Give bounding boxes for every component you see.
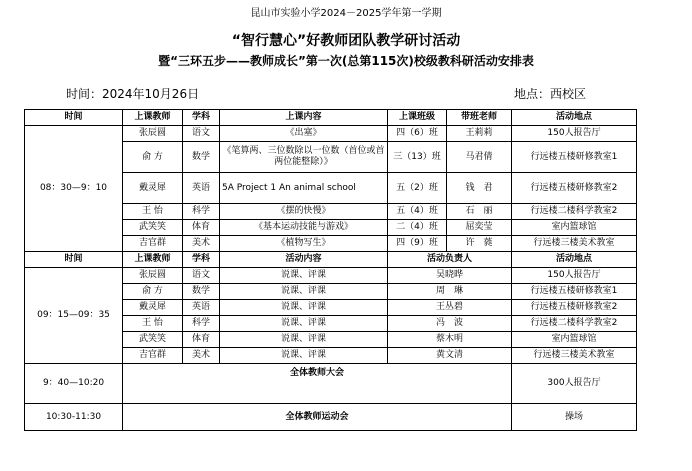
activity-cell: 全体教师运动会 [123, 404, 512, 431]
col-header-subject: 学科 [183, 110, 220, 126]
col-header-teacher: 上课教师 [123, 110, 183, 126]
location-cell: 操场 [512, 404, 637, 431]
activity-cell: 说课、评课 [220, 300, 388, 316]
location-cell: 行远楼五楼研修教室1 [512, 284, 637, 300]
col-header-activity: 活动内容 [220, 252, 388, 268]
location-cell: 行远楼五楼研修教室1 [512, 142, 637, 173]
teacher-cell: 武笑笑 [123, 332, 183, 348]
class-cell: 四（6）班 [388, 126, 447, 142]
activity-cell: 说课、评课 [220, 268, 388, 284]
teacher-cell: 戴灵犀 [123, 300, 183, 316]
homeroom-cell: 钱 君 [447, 173, 512, 204]
teacher-cell: 俞 方 [123, 284, 183, 300]
location-cell: 300人报告厅 [512, 364, 637, 404]
teacher-cell: 张辰圆 [123, 126, 183, 142]
homeroom-cell: 屈奕莹 [447, 220, 512, 236]
location-cell: 行远楼二楼科学教室2 [512, 316, 637, 332]
subject-cell: 数学 [183, 284, 220, 300]
subject-cell: 语文 [183, 268, 220, 284]
content-cell: 《基本运动技能与游戏》 [220, 220, 388, 236]
teacher-cell: 吉官群 [123, 236, 183, 252]
content-cell: 《植物写生》 [220, 236, 388, 252]
location-cell: 行远楼二楼科学教室2 [512, 204, 637, 220]
class-cell: 四（9）班 [388, 236, 447, 252]
teacher-cell: 王 怡 [123, 316, 183, 332]
section2-header-row [25, 252, 637, 268]
homeroom-cell: 许 蕤 [447, 236, 512, 252]
location-cell: 室内篮球馆 [512, 220, 637, 236]
col-header-time: 时间 [25, 110, 123, 126]
subject-cell: 语文 [183, 126, 220, 142]
location-cell: 行远楼三楼美术教室 [512, 236, 637, 252]
content-cell: 《出塞》 [220, 126, 388, 142]
teacher-cell: 俞 方 [123, 142, 183, 173]
leader-cell: 吴晓晔 [388, 268, 512, 284]
class-cell: 二（4）班 [388, 220, 447, 236]
col-header-leader: 活动负责人 [388, 252, 512, 268]
location-cell: 150人报告厅 [512, 126, 637, 142]
table-row [25, 404, 637, 431]
subject-cell: 美术 [183, 348, 220, 364]
teacher-cell: 戴灵犀 [123, 173, 183, 204]
session-time: 08：30—9：10 [25, 126, 123, 252]
content-cell: 《笔算两、三位数除以一位数（首位或首两位能整除）》 [220, 142, 388, 173]
content-cell: 5A Project 1 An animal school [220, 173, 388, 204]
col-header-teacher: 上课教师 [123, 252, 183, 268]
event-location: 地点：西校区 [514, 87, 587, 101]
activity-cell: 说课、评课 [220, 284, 388, 300]
subject-cell: 美术 [183, 236, 220, 252]
homeroom-cell: 王莉莉 [447, 126, 512, 142]
location-cell: 行远楼五楼研修教室2 [512, 173, 637, 204]
class-cell: 五（2）班 [388, 173, 447, 204]
event-date: 时间：2024年10月26日 [66, 87, 200, 101]
col-header-time: 时间 [25, 252, 123, 268]
subject-cell: 英语 [183, 300, 220, 316]
leader-cell: 王丛碧 [388, 300, 512, 316]
table-row [25, 268, 637, 284]
subject-cell: 科学 [183, 316, 220, 332]
col-header-class: 上课班级 [388, 110, 447, 126]
leader-cell: 冯 波 [388, 316, 512, 332]
class-cell: 三（13）班 [388, 142, 447, 173]
subject-cell: 科学 [183, 204, 220, 220]
col-header-location: 活动地点 [512, 110, 637, 126]
homeroom-cell: 石 丽 [447, 204, 512, 220]
class-cell: 五（4）班 [388, 204, 447, 220]
session-time: 09：15—09：35 [25, 268, 123, 364]
activity-cell: 全体教师大会 [123, 364, 512, 404]
activity-cell: 说课、评课 [220, 332, 388, 348]
subject-cell: 体育 [183, 220, 220, 236]
page-title: “智行慧心”好教师团队教学研讨活动 [231, 33, 461, 49]
leader-cell: 周 琳 [388, 284, 512, 300]
school-term: 昆山市实验小学2024－2025学年第一学期 [250, 8, 442, 19]
session-time: 9：40—10:20 [25, 364, 123, 404]
table-row [25, 126, 637, 142]
col-header-location: 活动地点 [512, 252, 637, 268]
col-header-homeroom: 带班老师 [447, 110, 512, 126]
activity-cell: 说课、评课 [220, 316, 388, 332]
table-row [25, 364, 637, 404]
teacher-cell: 张辰圆 [123, 268, 183, 284]
subject-cell: 英语 [183, 173, 220, 204]
homeroom-cell: 马君倩 [447, 142, 512, 173]
subject-cell: 数学 [183, 142, 220, 173]
teacher-cell: 武笑笑 [123, 220, 183, 236]
leader-cell: 蔡木明 [388, 332, 512, 348]
page-subtitle: 暨“三环五步——教师成长”第一次(总第115次)校级教科研活动安排表 [158, 54, 534, 68]
content-cell: 《摆的快慢》 [220, 204, 388, 220]
location-cell: 行远楼三楼美术教室 [512, 348, 637, 364]
location-cell: 150人报告厅 [512, 268, 637, 284]
teacher-cell: 吉官群 [123, 348, 183, 364]
location-cell: 室内篮球馆 [512, 332, 637, 348]
col-header-content: 上课内容 [220, 110, 388, 126]
teacher-cell: 王 怡 [123, 204, 183, 220]
activity-cell: 说课、评课 [220, 348, 388, 364]
leader-cell: 黄文清 [388, 348, 512, 364]
col-header-subject: 学科 [183, 252, 220, 268]
schedule-table [24, 109, 637, 431]
section1-header-row [25, 110, 637, 126]
session-time: 10:30-11:30 [25, 404, 123, 431]
location-cell: 行远楼五楼研修教室2 [512, 300, 637, 316]
subject-cell: 体育 [183, 332, 220, 348]
